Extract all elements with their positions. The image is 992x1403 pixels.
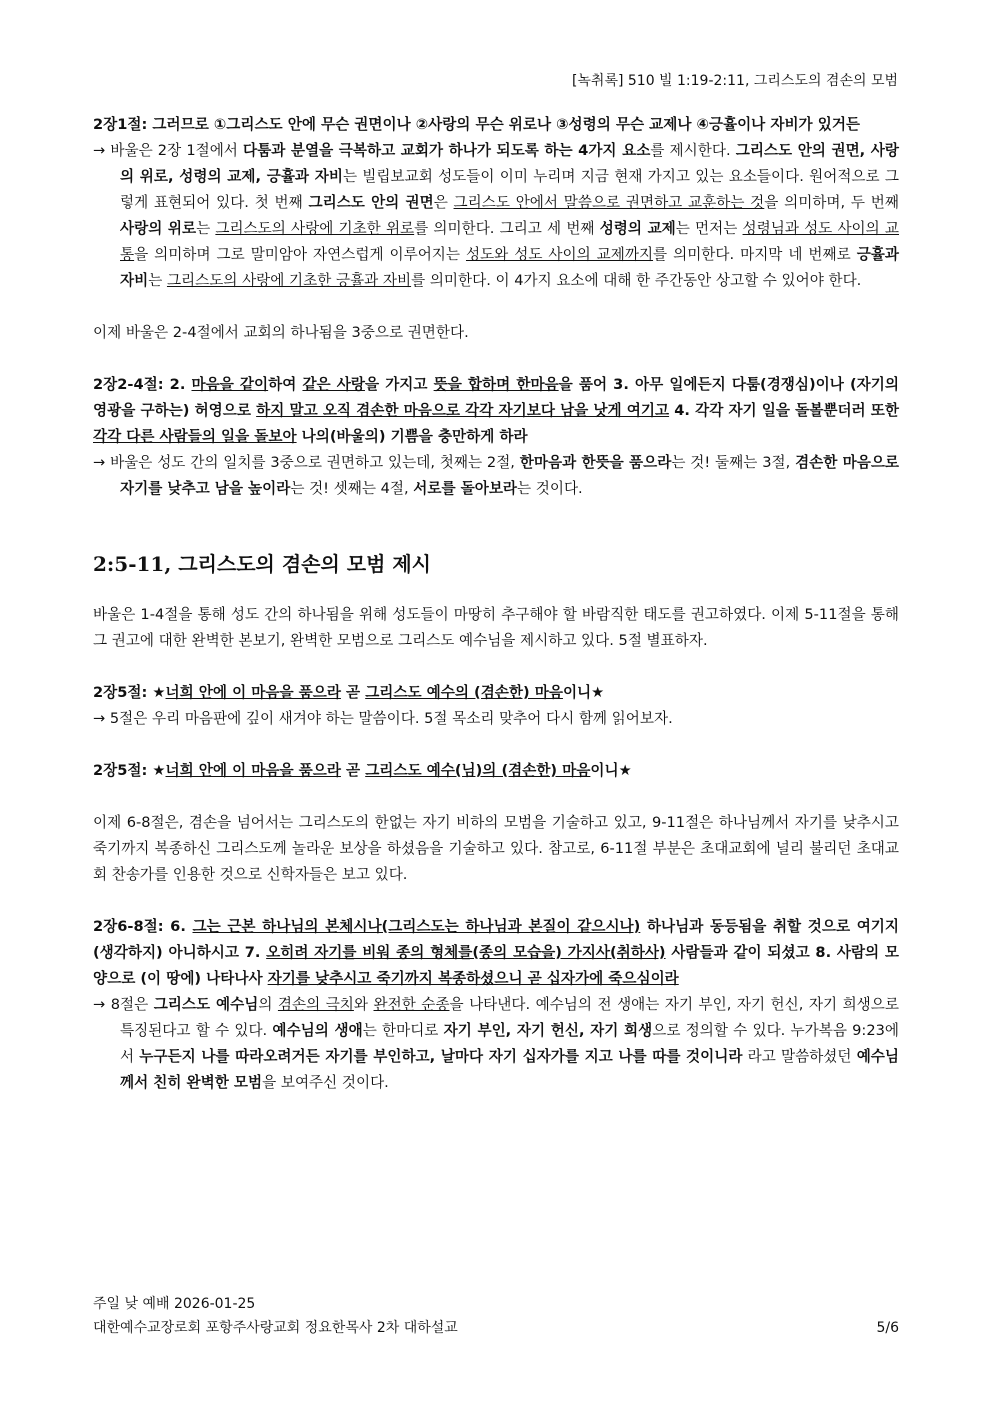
underlined-span: 그는 근본 하나님의 본체시나(그리스도는 하나님과 본질이 같으시나) [192, 918, 641, 935]
verse-2-5 [93, 680, 899, 706]
underlined-span: 겸손의 극치 [277, 996, 354, 1013]
text-span: 을 보여주신 것이다. [262, 1074, 389, 1091]
text-span: 2장5절: ★ [93, 762, 166, 779]
text-span: 2장6-8절: 6. [93, 918, 193, 935]
bold-span: 한마음과 한뜻을 품으라 [519, 454, 672, 471]
text-span: 라고 말씀하셨던 [742, 1048, 857, 1065]
bold-span: 사랑의 위로 [120, 220, 197, 237]
document-body [93, 112, 899, 1096]
text-span: 는 [196, 220, 216, 237]
text-span: 를 의미한다. 마지막 네 번째로 [653, 246, 857, 263]
bold-span: 자기 부인, 자기 헌신, 자기 희생 [443, 1022, 653, 1039]
text-span: 는 [148, 272, 167, 289]
text-span: 는 빌립보교회 성도들이 이미 누리며 지금 현재 가지고 있는 요소들이다. 원어적으로 그렇게 표현되어 있다. 첫 번째 [120, 168, 899, 211]
page-footer [93, 1292, 899, 1340]
text-span: 는 먼저는 [675, 220, 743, 237]
text-span: → 바울은 성도 간의 일치를 3중으로 권면하고 있는데, 첫째는 2절, [93, 454, 520, 471]
explanation-2-6-8 [93, 992, 899, 1096]
text-span: 을 나타낸다. 예수님의 전 생애는 자기 부인, 자기 헌신, 자기 희생으로 특징된다고 할 수 있다. [120, 996, 899, 1039]
bold-span: 누구든지 나를 따라오려거든 자기를 부인하고, 날마다 자기 십자가를 지고 나를 따를 것이니라 [139, 1048, 743, 1065]
verse-ref: 2장1절: 그러므로 [93, 116, 214, 133]
page-header: [녹취록] 510 빌 1:19-2:11, 그리스도의 겸손의 모범 [571, 73, 898, 89]
bold-span: 그리스도 예수님 [153, 996, 259, 1013]
underlined-span: 각각 다른 사람들의 일을 돌보아 [93, 428, 297, 445]
text-span: 는 것! 둘째는 3절, [671, 454, 796, 471]
underlined-span: 그리스도의 사랑에 기초한 긍휼과 자비 [166, 272, 412, 289]
text-span: 2장5절: ★ [93, 684, 166, 701]
bold-span: 서로를 돌아보라 [413, 480, 518, 497]
bold-span: 예수님의 생애 [272, 1022, 363, 1039]
underlined-span: 성령님과 성도 사이의 교통 [120, 220, 900, 263]
paragraph-intro: 바울은 1-4절을 통해 성도 간의 하나됨을 위해 성도들이 마땅히 추구해야 할 바람직한 태도를 권고하였다. 이제 5-11절을 통해 그 권고에 대한 완벽한 본보기, 완벽한 모범으로 그리스도 예수님을 제시하고 있다. 5절 별표하자. [93, 606, 899, 649]
underlined-span: 오히려 자기를 비워 종의 형체를(종의 모습을) 가지사(취하사) [266, 944, 666, 961]
page-number: 5/6 [876, 1320, 899, 1336]
underlined-span: 자기를 낮추시고 죽기까지 복종하셨으니 곧 십자가에 죽으심이라 [267, 970, 679, 987]
text-span: 는 것이다. [517, 480, 583, 497]
bold-span: 긍휼과 자비 [120, 246, 899, 289]
bold-span: 그리스도 안의 권면, 사랑의 위로, 성령의 교제, 긍휼과 자비 [120, 142, 900, 185]
verse-2-6-8 [93, 914, 899, 992]
text-span: → 바울은 2장 1절에서 [93, 142, 244, 159]
text-span: 을 의미하며 그로 말미암아 자연스럽게 이루어지는 [134, 246, 466, 263]
text-span: 으로 정의할 수 있다. 누가복음 9:23에서 [120, 1022, 900, 1065]
underlined-span: 너희 안에 이 마음을 품으라 [165, 684, 341, 701]
underlined-span: 그리스도 예수의 (겸손한) 마음 [365, 684, 563, 701]
verse-2-1 [93, 112, 899, 138]
text-span: 하여 [268, 376, 303, 393]
text-span: 를 의미한다. 이 4가지 요소에 대해 한 주간동안 상고할 수 있어야 한다. [411, 272, 862, 289]
text-span: 을 의미하며, 두 번째 [764, 194, 899, 211]
text-span: 하나님과 동등됨을 취할 것으로 여기지(생각하지) 아니하시고 7. [93, 918, 899, 961]
explanation-2-2-4 [93, 450, 899, 502]
text-span: 는 것! 셋째는 4절, [290, 480, 414, 497]
text-span: 곧 [340, 762, 366, 779]
underlined-span: 그리스도 안에서 말씀으로 권면하고 교훈하는 것 [453, 194, 765, 211]
text-span: 의 [258, 996, 278, 1013]
verse-2-2-4 [93, 372, 899, 450]
footer-service-date: 주일 낮 예배 2026-01-25 [93, 1296, 256, 1312]
footer-church-info: 대한예수교장로회 포항주사랑교회 정요한목사 2차 대하설교 [93, 1320, 458, 1336]
underlined-span: 같은 사랑 [302, 376, 365, 393]
text-span: 를 의미한다. 그리고 세 번째 [414, 220, 600, 237]
paragraph-transition: 이제 바울은 2-4절에서 교회의 하나됨을 3중으로 권면한다. [93, 324, 469, 341]
text-span: 와 [353, 996, 374, 1013]
underlined-span: 그리스도 예수(님)의 (겸손한) 마음 [365, 762, 591, 779]
bold-span: 겸손한 마음으로 자기를 낮추고 남을 높이라 [120, 454, 900, 497]
text-span: 사람들과 같이 되셨고 8. 사람의 모양으로 (이 땅에) 나타나사 [93, 944, 899, 987]
text-span: 2장2-4절: 2. [93, 376, 192, 393]
underlined-span: 그리스도의 사랑에 기초한 위로 [215, 220, 415, 237]
underlined-span: 성도와 성도 사이의 교제까지 [465, 246, 654, 263]
text-span: 이니★ [590, 762, 632, 779]
verse-2-5-repeat [93, 758, 899, 784]
verse-text: ①그리스도 안에 무슨 권면이나 ②사랑의 무슨 위로나 ③성령의 무슨 교제나 ④긍휼이나 자비가 있거든 [213, 116, 861, 133]
text-span: 은 [433, 194, 454, 211]
text-span: 곧 [340, 684, 366, 701]
paragraph-6-11: 이제 6-8절은, 겸손을 넘어서는 그리스도의 한없는 자기 비하의 모범을 기술하고 있고, 9-11절은 하나님께서 자기를 낮추시고 죽기까지 복종하신 그리스도께 놀라운 보상을 하셨음을 기술하고 있다. 참고로, 6-11절 부분은 초대교회에 널리 불리던 초대교회 찬송가를 인용한 것으로 신학자들은 보고 있다. [93, 814, 899, 883]
text-span: 를 제시한다. [650, 142, 736, 159]
text-span: 이니★ [562, 684, 605, 701]
underlined-span: 마음을 같이 [191, 376, 269, 393]
explanation-2-1 [93, 138, 899, 294]
bold-span: 성령의 교제 [599, 220, 676, 237]
text-span: 을 품어 3. 아무 일에든지 다툼(경쟁심)이나 (자기의 영광을 구하는) 허영으로 [93, 376, 899, 419]
underlined-span: 뜻을 합하며 한마음 [433, 376, 559, 393]
text-span: 나의(바울의) 기쁨을 충만하게 하라 [296, 428, 528, 445]
bold-span: 그리스도 안의 권면 [308, 194, 434, 211]
underlined-span: 완전한 순종 [373, 996, 450, 1013]
section-title: 2:5-11, 그리스도의 겸손의 모범 제시 [93, 552, 432, 576]
bold-span: 다툼과 분열을 극복하고 교회가 하나가 되도록 하는 4가지 요소 [243, 142, 651, 159]
text-span: 는 한마디로 [362, 1022, 444, 1039]
bold-span: 예수님께서 친히 완벽한 모범 [120, 1048, 899, 1091]
text-span: 을 가지고 [364, 376, 434, 393]
underlined-span: 너희 안에 이 마음을 품으라 [165, 762, 341, 779]
text-span: 4. 각각 자기 일을 돌볼뿐더러 또한 [669, 402, 899, 419]
underlined-span: 하지 말고 오직 겸손한 마음으로 각각 자기보다 남을 낫게 여기고 [256, 402, 670, 419]
text-span: → 8절은 [93, 996, 154, 1013]
explanation-2-5: → 5절은 우리 마음판에 깊이 새겨야 하는 말씀이다. 5절 목소리 맞추어 다시 함께 읽어보자. [93, 710, 673, 727]
